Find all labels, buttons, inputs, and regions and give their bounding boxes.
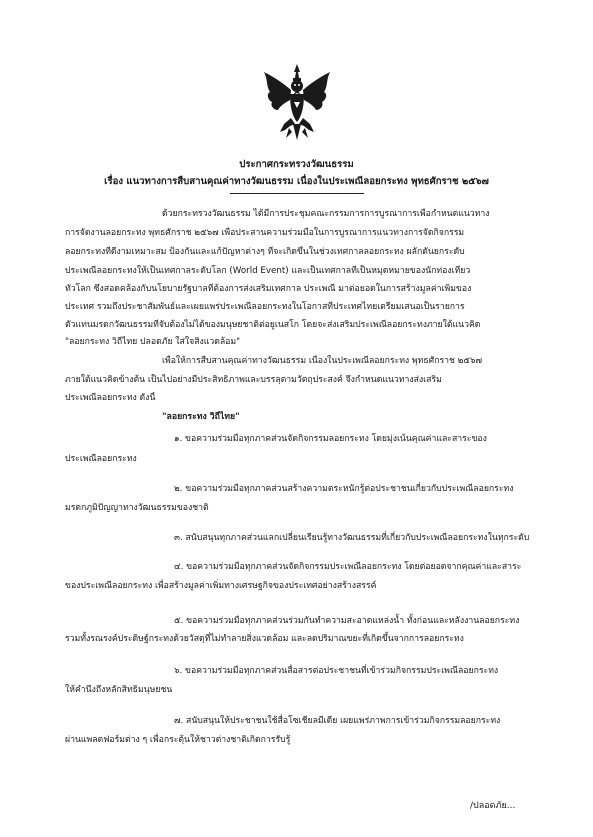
intro-line: การจัดงานลอยกระทง พุทธศักราช ๒๕๖๗ เพื่อประสานความร่วมมือในการบูรณาการแนวทางการจัดกิจกรรม: [65, 228, 465, 238]
intro-line: "ลอยกระทง วิถีไทย ปลอดภัย ใส่ใจสิ่งแวดล้อม": [65, 337, 241, 347]
intro-line: ประเพณีลอยกระทงให้เป็นเทศกาลระดับโลก (World Event) และเป็นเทศกาลที่เป็นหมุดหมายของนักท่องเที่ยว: [65, 266, 471, 276]
intro-line: ประเทศ รวมถึงประชาสัมพันธ์และเผยแพร่ประเพณีลอยกระทงในโอกาสที่ประเทศไทยเตรียมเสนอเป็นรายการ: [65, 302, 465, 312]
list-item: ๓. สนับสนุนทุกภาคส่วนแลกเปลี่ยนเรียนรู้ทางวัฒนธรรมที่เกี่ยวกับประเพณีลอยกระทงในทุกระดับ: [174, 533, 530, 543]
intro-line: ลอยกระทงที่ดีงามเหมาะสม ป้องกันและแก้ปัญหาต่างๆ ที่จะเกิดขึ้นในช่วงเทศกาลลอยกระทง ผลักดันยกระดับ: [65, 247, 465, 257]
list-item: ๒. ขอความร่วมมือทุกภาคส่วนสร้างความตระหนักรู้ต่อประชาชนเกี่ยวกับประเพณีลอยกระทง มรดกภูมิปัญญาทางวัฒนธรรมของชาติ: [65, 484, 514, 513]
intro-line: ทั่วโลก ซึ่งสอดคล้องกับนโยบายรัฐบาลที่ต้องการส่งเสริมเทศกาล ประเพณี มาต่อยอดในการสร้างมูลค่าเพิ่มของ: [65, 284, 472, 294]
purpose-line: ประเพณีลอยกระทง ดังนี้: [65, 393, 156, 403]
intro-line: ตัวแทนมรดกวัฒนธรรมที่จับต้องไม่ได้ของมนุษยชาติต่อยูเนสโก โดยจะส่งเสริมประเพณีลอยกระทงภายใต้แนวคิด: [65, 320, 481, 330]
list-item: ๕. ขอความร่วมมือทุกภาคส่วนร่วมกันทำความสะอาดแหล่งน้ำ ทั้งก่อนและหลังงานลอยกระทง รวมทั้งรณรงค์ประดิษฐ์กระทงด้วยวัสดุที่ไม่ทำลายสิ่งแวดล้อม และลดปริมาณขยะที่เกิดขึ้นจากการลอยกระทง: [65, 616, 520, 644]
announcement-title: ประกาศกระทรวงวัฒนธรรม: [239, 159, 354, 170]
list-item: ๖. ขอความร่วมมือทุกภาคส่วนสื่อสารต่อประชาชนที่เข้าร่วมกิจกรรมประเพณีลอยกระทง ให้คำนึงถึงหลักสิทธิมนุษยชน: [65, 666, 499, 695]
continuation-marker: /ปลอดภัย...: [470, 801, 516, 811]
list-item: ๑. ขอความร่วมมือทุกภาคส่วนจัดกิจกรรมลอยกระทง โดยมุ่งเน้นคุณค่าและสาระของ ประเพณีลอยกระทง: [65, 434, 487, 464]
list-item: ๔. ขอความร่วมมือทุกภาคส่วนจัดกิจกรรมประเพณีลอยกระทง โดยต่อยอดจากคุณค่าและสาระ ของประเพณีลอยกระทง เพื่อสร้างมูลค่าเพิ่มทางเศรษฐกิจของประเทศอย่างสร้างสรรค์: [65, 562, 522, 591]
list-item: ๗. สนับสนุนให้ประชาชนใช้สื่อโซเชียลมีเดีย เผยแพร่ภาพการเข้าร่วมกิจกรรมลอยกระทง ผ่านแพลตฟอร์มต่าง ๆ เพื่อกระตุ้นให้ชาวต่างชาติเกิดการรับรู้: [65, 716, 501, 745]
announcement-subject: เรื่อง แนวทางการสืบสานคุณค่าทางวัฒนธรรม เนื่องในประเพณีลอยกระทง พุทธศักราช ๒๕๖๗: [104, 176, 489, 187]
guideline-list: [65, 430, 545, 763]
purpose-line: ภายใต้แนวคิดข้างต้น เป็นไปอย่างมีประสิทธิภาพและบรรลุตามวัตถุประสงค์ จึงกำหนดแนวทางส่งเสริม: [65, 375, 442, 385]
purpose-line: เพื่อให้การสืบสานคุณค่าทางวัฒนธรรม เนื่องในประเพณีลอยกระทง พุทธศักราช ๒๕๖๗: [162, 356, 483, 366]
garuda-emblem-icon: [262, 62, 332, 142]
title-divider: [230, 193, 364, 194]
section-heading: "ลอยกระทง วิถีไทย": [162, 412, 240, 422]
intro-line: ด้วยกระทรวงวัฒนธรรม ได้มีการประชุมคณะกรรมการการบูรณาการเพื่อกำหนดแนวทาง: [162, 209, 490, 219]
